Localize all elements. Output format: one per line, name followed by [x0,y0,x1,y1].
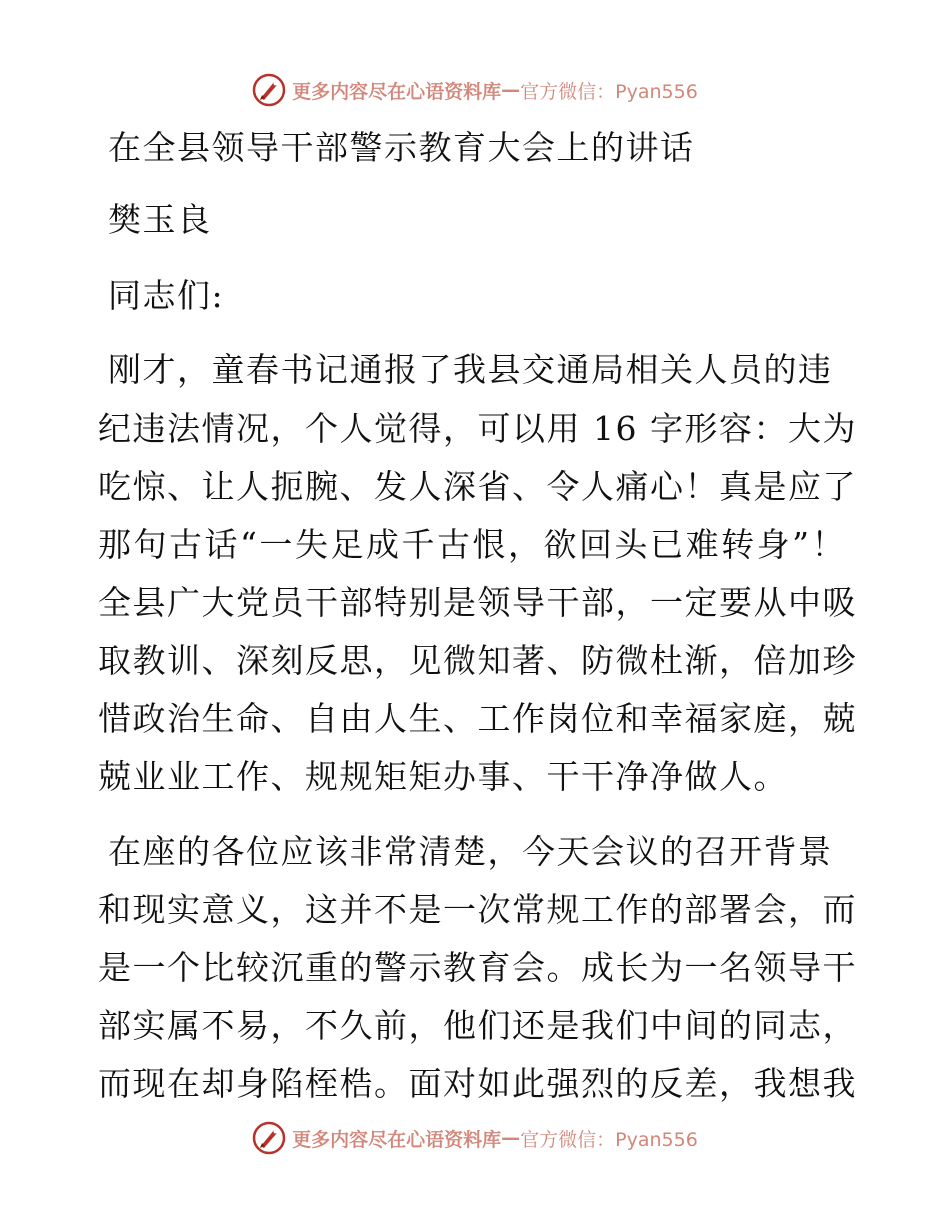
salutation: 同志们: [108,276,225,315]
paragraph-1-line-8: 兢业业工作、规规矩矩办事、干干净净做人。 [98,757,788,796]
document-title: 在全县领导干部警示教育大会上的讲话 [108,128,695,167]
paragraph-2-line-3: 是一个比较沉重的警示教育会。成长为一名领导干 [98,948,857,987]
paragraph-2-line-1: 在座的各位应该非常清楚，今天会议的召开背景 [108,832,833,871]
paragraph-1-line-4: 那句古话“一失足成千古恨，欲回头已难转身”！ [98,525,846,564]
banner-dash: — [501,79,521,101]
paragraph-1-line-6: 取教训、深刻反思，见微知著、防微杜渐，倍加珍 [98,641,857,680]
paragraph-1-line-5: 全县广大党员干部特别是领导干部，一定要从中吸 [98,583,857,622]
banner-dash: — [501,1127,521,1149]
paragraph-2-line-2: 和现实意义，这并不是一次常规工作的部署会，而 [98,890,857,929]
footer-banner [0,1118,950,1158]
paragraph-2-line-4: 部实属不易，不久前，他们还是我们中间的同志， [98,1006,857,1045]
quill-pen-logo-icon [252,1121,286,1155]
document-author: 樊玉良 [108,200,212,239]
header-banner [0,70,950,110]
banner-main-text: 更多内容尽在心语资料库 [292,80,502,103]
quill-pen-logo-icon [252,73,286,107]
banner-wechat-text: 官方微信：Pyan556 [520,1128,698,1151]
paragraph-1-line-2: 纪违法情况，个人觉得，可以用 16 字形容：大为 [98,409,857,448]
paragraph-1-line-7: 惜政治生命、自由人生、工作岗位和幸福家庭，兢 [98,699,857,738]
banner-wechat-text: 官方微信：Pyan556 [520,80,698,103]
paragraph-1-line-3: 吃惊、让人扼腕、发人深省、令人痛心！真是应了 [98,467,857,506]
banner-main-text: 更多内容尽在心语资料库 [292,1128,502,1151]
paragraph-2-line-5: 而现在却身陷桎梏。面对如此强烈的反差，我想我 [98,1064,857,1103]
paragraph-1-line-1: 刚才，童春书记通报了我县交通局相关人员的违 [108,350,833,389]
